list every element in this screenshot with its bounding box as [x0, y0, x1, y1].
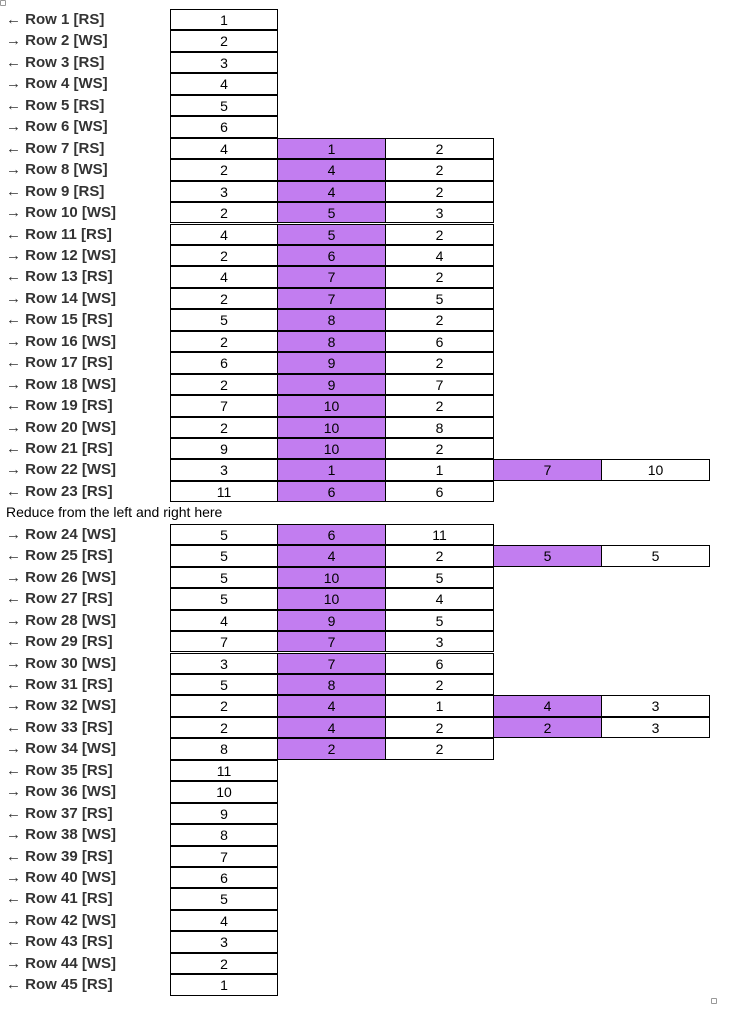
table-row	[0, 459, 736, 480]
highlighted-cell: 10	[277, 438, 386, 459]
stitch-cell: 4	[170, 266, 278, 287]
highlighted-cell: 8	[277, 331, 386, 352]
table-row	[0, 438, 736, 459]
table-row	[0, 760, 736, 781]
stitch-cell: 2	[385, 181, 494, 202]
row-label: ← Row 13 [RS]	[6, 268, 113, 286]
row-label: ← Row 21 [RS]	[6, 440, 113, 457]
row-label: ← Row 45 [RS]	[6, 976, 113, 994]
row-label: ← Row 31 [RS]	[6, 675, 113, 693]
stitch-cell: 5	[170, 524, 278, 545]
stitch-cell: 7	[170, 846, 278, 867]
table-row	[0, 953, 736, 974]
table-row	[0, 610, 736, 631]
highlighted-cell: 1	[277, 459, 386, 480]
stitch-cell: 6	[170, 352, 278, 373]
stitch-cell: 2	[385, 717, 494, 738]
stitch-cell: 3	[385, 202, 494, 223]
highlighted-cell: 2	[493, 717, 602, 738]
stitch-cell: 5	[170, 567, 278, 588]
row-label: ← Row 37 [RS]	[6, 804, 113, 822]
stitch-cell: 1	[385, 459, 494, 480]
table-row	[0, 52, 736, 73]
stitch-cell: 3	[170, 459, 278, 480]
table-row	[0, 374, 736, 395]
highlighted-cell: 10	[277, 395, 386, 416]
row-label: → Row 4 [WS]	[6, 75, 108, 93]
table-row	[0, 395, 736, 416]
row-label: → Row 28 [WS]	[6, 611, 117, 629]
highlighted-cell: 10	[277, 588, 386, 609]
stitch-cell: 2	[170, 374, 278, 395]
stitch-cell: 11	[385, 524, 494, 545]
stitch-cell: 8	[170, 738, 278, 759]
stitch-cell: 4	[170, 224, 278, 245]
table-row	[0, 631, 736, 652]
highlighted-cell: 10	[277, 567, 386, 588]
highlighted-cell: 6	[277, 481, 386, 502]
stitch-cell: 2	[385, 352, 494, 373]
row-label: → Row 26 [WS]	[6, 568, 117, 586]
row-label: ← Row 1 [RS]	[6, 11, 105, 28]
row-label: → Row 18 [WS]	[6, 375, 117, 393]
row-label: → Row 16 [WS]	[6, 332, 117, 350]
corner-marker-icon	[0, 0, 6, 6]
table-row	[0, 116, 736, 137]
stitch-cell: 8	[170, 824, 278, 845]
stitch-cell: 9	[170, 438, 278, 459]
stitch-cell: 2	[170, 159, 278, 180]
row-label: ← Row 15 [RS]	[6, 311, 113, 329]
highlighted-cell: 7	[277, 631, 386, 652]
table-row	[0, 352, 736, 373]
stitch-cell: 5	[385, 567, 494, 588]
highlighted-cell: 4	[277, 545, 386, 566]
row-label: → Row 38 [WS]	[6, 826, 117, 844]
row-label: → Row 12 [WS]	[6, 246, 117, 264]
stitch-cell: 4	[385, 588, 494, 609]
stitch-cell: 5	[170, 888, 278, 909]
row-label: ← Row 9 [RS]	[6, 182, 105, 200]
stitch-cell: 3	[170, 181, 278, 202]
table-row	[0, 30, 736, 51]
stitch-cell: 1	[385, 695, 494, 716]
stitch-cell: 5	[170, 674, 278, 695]
stitch-cell: 1	[170, 974, 278, 995]
row-label: → Row 22 [WS]	[6, 461, 117, 479]
highlighted-cell: 9	[277, 610, 386, 631]
highlighted-cell: 7	[277, 266, 386, 287]
stitch-cell: 9	[170, 803, 278, 824]
stitch-cell: 5	[601, 545, 710, 566]
stitch-cell: 10	[601, 459, 710, 480]
highlighted-cell: 10	[277, 417, 386, 438]
table-row	[0, 288, 736, 309]
stitch-cell: 2	[170, 245, 278, 266]
row-label: ← Row 25 [RS]	[6, 547, 113, 565]
row-label: → Row 8 [WS]	[6, 161, 108, 179]
table-row	[0, 266, 736, 287]
table-row	[0, 588, 736, 609]
row-label: → Row 30 [WS]	[6, 654, 117, 672]
stitch-cell: 4	[170, 73, 278, 94]
stitch-cell: 4	[385, 245, 494, 266]
table-row	[0, 224, 736, 245]
row-label: → Row 6 [WS]	[6, 118, 108, 136]
row-label: ← Row 35 [RS]	[6, 761, 113, 779]
table-row	[0, 910, 736, 931]
stitch-cell: 3	[170, 931, 278, 952]
row-label: → Row 10 [WS]	[6, 204, 117, 222]
row-label: ← Row 3 [RS]	[6, 53, 105, 71]
table-row	[0, 695, 736, 716]
stitch-cell: 6	[170, 116, 278, 137]
stitch-cell: 10	[170, 781, 278, 802]
row-label: → Row 40 [WS]	[6, 869, 117, 886]
highlighted-cell: 8	[277, 309, 386, 330]
stitch-cell: 6	[385, 481, 494, 502]
row-label: ← Row 33 [RS]	[6, 718, 113, 736]
row-label: ← Row 5 [RS]	[6, 96, 105, 114]
row-label: → Row 2 [WS]	[6, 32, 108, 50]
highlighted-cell: 2	[277, 738, 386, 759]
highlighted-cell: 4	[277, 695, 386, 716]
stitch-cell: 2	[385, 674, 494, 695]
table-row	[0, 331, 736, 352]
highlighted-cell: 5	[493, 545, 602, 566]
highlighted-cell: 6	[277, 524, 386, 545]
table-row	[0, 824, 736, 845]
stitch-cell: 5	[170, 309, 278, 330]
table-row	[0, 138, 736, 159]
stitch-cell: 5	[385, 288, 494, 309]
table-row	[0, 545, 736, 566]
stitch-cell: 2	[170, 288, 278, 309]
row-label: → Row 14 [WS]	[6, 289, 117, 307]
stitch-cell: 3	[170, 653, 278, 674]
table-row	[0, 9, 736, 30]
table-row	[0, 524, 736, 545]
stitch-cell: 6	[170, 867, 278, 888]
corner-marker-icon	[711, 998, 717, 1004]
stitch-cell: 7	[170, 631, 278, 652]
row-label: → Row 20 [WS]	[6, 418, 117, 436]
stitch-cell: 11	[170, 760, 278, 781]
stitch-cell: 2	[170, 417, 278, 438]
row-label: → Row 42 [WS]	[6, 911, 117, 929]
row-label: → Row 32 [WS]	[6, 697, 117, 715]
highlighted-cell: 9	[277, 374, 386, 395]
highlighted-cell: 1	[277, 138, 386, 159]
stitch-cell: 8	[385, 417, 494, 438]
stitch-cell: 2	[385, 438, 494, 459]
stitch-cell: 2	[385, 545, 494, 566]
stitch-cell: 1	[170, 9, 278, 30]
table-row	[0, 159, 736, 180]
table-row	[0, 309, 736, 330]
table-row	[0, 717, 736, 738]
stitch-cell: 2	[385, 395, 494, 416]
row-label: ← Row 27 [RS]	[6, 590, 113, 608]
highlighted-cell: 9	[277, 352, 386, 373]
table-row	[0, 481, 736, 502]
table-row	[0, 202, 736, 223]
highlighted-cell: 8	[277, 674, 386, 695]
table-row	[0, 803, 736, 824]
row-label: → Row 34 [WS]	[6, 740, 117, 758]
table-row	[0, 73, 736, 94]
row-label: ← Row 41 [RS]	[6, 890, 113, 908]
stitch-cell: 6	[385, 331, 494, 352]
highlighted-cell: 5	[277, 202, 386, 223]
stitch-cell: 5	[170, 588, 278, 609]
stitch-cell: 4	[170, 910, 278, 931]
stitch-cell: 2	[385, 309, 494, 330]
highlighted-cell: 7	[493, 459, 602, 480]
row-label: ← Row 23 [RS]	[6, 482, 113, 500]
stitch-cell: 7	[385, 374, 494, 395]
stitch-cell: 7	[170, 395, 278, 416]
stitch-cell: 3	[601, 717, 710, 738]
stitch-cell: 2	[170, 202, 278, 223]
stitch-cell: 2	[170, 717, 278, 738]
table-row	[0, 846, 736, 867]
row-label: → Row 24 [WS]	[6, 525, 117, 543]
highlighted-cell: 6	[277, 245, 386, 266]
table-row	[0, 738, 736, 759]
table-row	[0, 181, 736, 202]
stitch-cell: 2	[170, 30, 278, 51]
row-label: ← Row 7 [RS]	[6, 139, 105, 157]
stitch-cell: 2	[385, 738, 494, 759]
row-label: → Row 36 [WS]	[6, 783, 117, 801]
table-row	[0, 653, 736, 674]
table-row	[0, 781, 736, 802]
stitch-cell: 2	[385, 138, 494, 159]
stitch-cell: 3	[170, 52, 278, 73]
row-label: ← Row 19 [RS]	[6, 397, 113, 415]
stitch-cell: 2	[385, 159, 494, 180]
table-row	[0, 867, 736, 888]
highlighted-cell: 7	[277, 653, 386, 674]
stitch-cell: 3	[385, 631, 494, 652]
stitch-cell: 6	[385, 653, 494, 674]
table-row	[0, 674, 736, 695]
row-label: ← Row 17 [RS]	[6, 354, 113, 372]
table-row	[0, 931, 736, 952]
highlighted-cell: 5	[277, 224, 386, 245]
highlighted-cell: 7	[277, 288, 386, 309]
stitch-cell: 11	[170, 481, 278, 502]
table-row	[0, 245, 736, 266]
stitch-cell: 4	[170, 138, 278, 159]
highlighted-cell: 4	[277, 717, 386, 738]
highlighted-cell: 4	[493, 695, 602, 716]
table-row	[0, 95, 736, 116]
highlighted-cell: 4	[277, 159, 386, 180]
table-row	[0, 567, 736, 588]
stitch-cell: 2	[170, 695, 278, 716]
stitch-cell: 2	[385, 266, 494, 287]
stitch-cell: 5	[170, 95, 278, 116]
stitch-cell: 2	[170, 953, 278, 974]
stitch-cell: 4	[170, 610, 278, 631]
table-row	[0, 417, 736, 438]
row-label: ← Row 43 [RS]	[6, 933, 113, 951]
stitch-cell: 5	[170, 545, 278, 566]
table-row	[0, 974, 736, 995]
stitch-cell: 2	[385, 224, 494, 245]
table-row	[0, 888, 736, 909]
row-label: ← Row 29 [RS]	[6, 633, 113, 651]
highlighted-cell: 4	[277, 181, 386, 202]
row-label: ← Row 39 [RS]	[6, 847, 113, 865]
stitch-cell: 2	[170, 331, 278, 352]
row-label: → Row 44 [WS]	[6, 954, 117, 972]
stitch-cell: 5	[385, 610, 494, 631]
row-label: ← Row 11 [RS]	[6, 225, 112, 243]
stitch-cell: 3	[601, 695, 710, 716]
reduce-note: Reduce from the left and right here	[6, 504, 223, 521]
